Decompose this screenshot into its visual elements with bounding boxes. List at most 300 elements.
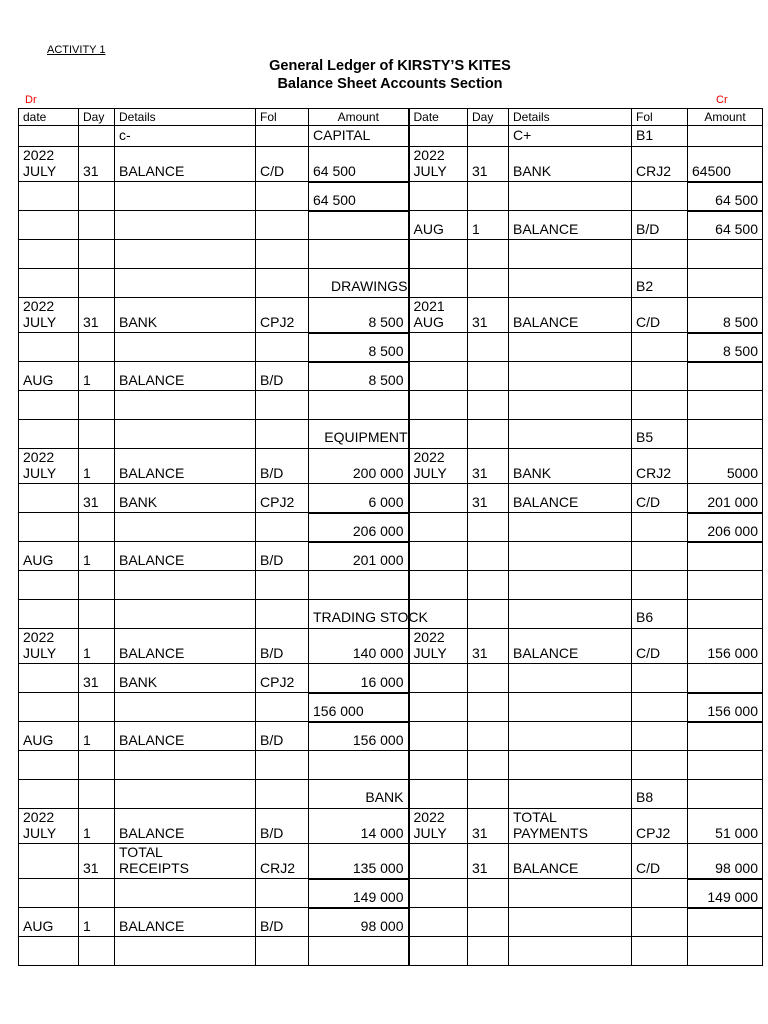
debit-folio-cell	[256, 879, 309, 908]
debit-amount-cell: 135 000	[309, 844, 409, 879]
credit-day-cell	[468, 600, 509, 629]
debit-day-cell: 31	[79, 147, 115, 182]
credit-details-cell: BALANCE	[509, 211, 632, 240]
debit-folio-cell	[256, 240, 309, 269]
credit-day-cell	[468, 937, 509, 966]
debit-details-cell	[115, 879, 256, 908]
activity-label: ACTIVITY 1	[47, 44, 106, 56]
debit-details-cell: BALANCE	[115, 809, 256, 844]
debit-details-cell: BALANCE	[115, 147, 256, 182]
account-title-row	[19, 269, 763, 298]
debit-day-cell	[79, 126, 115, 147]
credit-day-cell	[468, 269, 509, 298]
credit-folio-cell	[632, 664, 688, 693]
credit-amount-cell	[688, 126, 763, 147]
debit-date-cell: AUG	[19, 908, 79, 937]
debit-day-cell: 1	[79, 629, 115, 664]
ledger-row	[19, 182, 763, 211]
credit-folio-cell: C/D	[632, 629, 688, 664]
debit-details-cell	[115, 600, 256, 629]
debit-date-cell	[19, 211, 79, 240]
debit-folio-cell	[256, 211, 309, 240]
debit-amount-cell	[309, 571, 409, 600]
debit-amount-cell: 14 000	[309, 809, 409, 844]
credit-day-cell	[468, 333, 509, 362]
debit-details-cell: BALANCE	[115, 449, 256, 484]
ledger-row	[19, 391, 763, 420]
credit-amount-cell	[688, 240, 763, 269]
credit-folio-cell	[632, 182, 688, 211]
debit-folio-cell: B/D	[256, 542, 309, 571]
ledger-row	[19, 333, 763, 362]
credit-folio-cell	[632, 571, 688, 600]
debit-day-cell	[79, 513, 115, 542]
credit-date-cell: 2021 AUG	[409, 298, 468, 333]
credit-amount-cell: 64 500	[688, 211, 763, 240]
credit-details-cell: BALANCE	[509, 484, 632, 513]
debit-date-cell	[19, 126, 79, 147]
credit-day-cell: 31	[468, 484, 509, 513]
debit-folio-cell	[256, 751, 309, 780]
debit-date-cell	[19, 693, 79, 722]
credit-amount-cell	[688, 391, 763, 420]
credit-day-cell: 31	[468, 147, 509, 182]
credit-date-cell	[409, 751, 468, 780]
credit-day-cell	[468, 542, 509, 571]
credit-date-cell: 2022 JULY	[409, 809, 468, 844]
debit-amount-cell	[309, 937, 409, 966]
credit-details-cell	[509, 879, 632, 908]
debit-date-cell: AUG	[19, 542, 79, 571]
debit-amount-cell: 200 000	[309, 449, 409, 484]
credit-folio-cell: B5	[632, 420, 688, 449]
ledger-row	[19, 240, 763, 269]
debit-date-cell: 2022 JULY	[19, 449, 79, 484]
debit-day-cell: 1	[79, 809, 115, 844]
credit-date-cell	[409, 664, 468, 693]
credit-details-cell: BANK	[509, 449, 632, 484]
debit-day-cell	[79, 333, 115, 362]
header-folio-cell: Fol	[256, 109, 309, 126]
account-title-row	[19, 420, 763, 449]
credit-date-cell	[409, 571, 468, 600]
debit-amount-cell: EQUIPMENT	[309, 420, 409, 449]
debit-folio-cell	[256, 513, 309, 542]
ledger-row	[19, 629, 763, 664]
credit-date-cell	[409, 937, 468, 966]
ledger-row	[19, 693, 763, 722]
ledger-row	[19, 908, 763, 937]
credit-amount-cell	[688, 269, 763, 298]
credit-date-cell	[409, 126, 468, 147]
credit-amount-cell: 156 000	[688, 693, 763, 722]
debit-date-cell	[19, 269, 79, 298]
debit-amount-cell: BANK	[309, 780, 409, 809]
debit-details-cell	[115, 751, 256, 780]
debit-date-cell: 2022 JULY	[19, 147, 79, 182]
ledger-row	[19, 513, 763, 542]
debit-folio-cell	[256, 333, 309, 362]
account-title-row	[19, 126, 763, 147]
debit-day-cell	[79, 780, 115, 809]
debit-folio-cell: B/D	[256, 908, 309, 937]
debit-day-cell: 31	[79, 664, 115, 693]
ledger-row	[19, 751, 763, 780]
debit-day-cell	[79, 420, 115, 449]
credit-date-cell: 2022 JULY	[409, 147, 468, 182]
debit-date-cell	[19, 484, 79, 513]
credit-date-cell	[409, 240, 468, 269]
credit-day-cell: 31	[468, 844, 509, 879]
credit-day-cell	[468, 513, 509, 542]
debit-details-cell	[115, 391, 256, 420]
credit-details-cell	[509, 362, 632, 391]
debit-details-cell	[115, 211, 256, 240]
credit-folio-cell: CRJ2	[632, 147, 688, 182]
debit-folio-cell: C/D	[256, 147, 309, 182]
credit-day-cell	[468, 182, 509, 211]
ledger-subtitle: Balance Sheet Accounts Section	[277, 76, 503, 92]
header-details-cell: Details	[509, 109, 632, 126]
ledger-row	[19, 722, 763, 751]
debit-day-cell: 1	[79, 449, 115, 484]
credit-date-cell	[409, 420, 468, 449]
ledger-row	[19, 484, 763, 513]
credit-day-cell	[468, 693, 509, 722]
debit-date-cell	[19, 780, 79, 809]
credit-folio-cell: B1	[632, 126, 688, 147]
credit-day-cell	[468, 571, 509, 600]
debit-folio-cell: B/D	[256, 362, 309, 391]
header-day-cell: Day	[79, 109, 115, 126]
debit-day-cell	[79, 182, 115, 211]
credit-details-cell: BALANCE	[509, 844, 632, 879]
debit-folio-cell: CPJ2	[256, 664, 309, 693]
credit-day-cell	[468, 391, 509, 420]
credit-details-cell	[509, 780, 632, 809]
credit-details-cell	[509, 513, 632, 542]
debit-day-cell	[79, 269, 115, 298]
credit-details-cell	[509, 333, 632, 362]
debit-label: Dr	[25, 94, 37, 106]
credit-amount-cell: 149 000	[688, 879, 763, 908]
credit-amount-cell: 98 000	[688, 844, 763, 879]
debit-details-cell	[115, 571, 256, 600]
debit-day-cell	[79, 693, 115, 722]
debit-amount-cell: 6 000	[309, 484, 409, 513]
credit-folio-cell: C/D	[632, 844, 688, 879]
credit-details-cell	[509, 391, 632, 420]
debit-day-cell: 1	[79, 362, 115, 391]
credit-amount-cell	[688, 571, 763, 600]
debit-folio-cell	[256, 600, 309, 629]
credit-amount-cell: 64 500	[688, 182, 763, 211]
debit-date-cell	[19, 420, 79, 449]
credit-folio-cell	[632, 937, 688, 966]
debit-date-cell	[19, 879, 79, 908]
header-day-cell: Day	[468, 109, 509, 126]
header-date-cell: date	[19, 109, 79, 126]
debit-amount-cell	[309, 211, 409, 240]
credit-amount-cell	[688, 420, 763, 449]
credit-date-cell	[409, 333, 468, 362]
credit-details-cell	[509, 542, 632, 571]
ledger-row	[19, 449, 763, 484]
credit-details-cell	[509, 600, 632, 629]
credit-date-cell: AUG	[409, 211, 468, 240]
debit-date-cell	[19, 937, 79, 966]
debit-amount-cell: CAPITAL	[309, 126, 409, 147]
debit-folio-cell: CPJ2	[256, 298, 309, 333]
header-folio-cell: Fol	[632, 109, 688, 126]
debit-day-cell	[79, 211, 115, 240]
credit-amount-cell: 206 000	[688, 513, 763, 542]
credit-day-cell	[468, 126, 509, 147]
debit-date-cell	[19, 664, 79, 693]
credit-folio-cell	[632, 751, 688, 780]
debit-day-cell	[79, 879, 115, 908]
credit-amount-cell	[688, 600, 763, 629]
credit-amount-cell: 64500	[688, 147, 763, 182]
debit-day-cell: 1	[79, 722, 115, 751]
credit-amount-cell	[688, 780, 763, 809]
credit-date-cell	[409, 362, 468, 391]
debit-date-cell	[19, 182, 79, 211]
debit-folio-cell: B/D	[256, 449, 309, 484]
credit-amount-cell	[688, 542, 763, 571]
debit-details-cell: c-	[115, 126, 256, 147]
credit-date-cell	[409, 513, 468, 542]
credit-amount-cell	[688, 722, 763, 751]
debit-day-cell	[79, 600, 115, 629]
debit-date-cell	[19, 240, 79, 269]
debit-details-cell	[115, 240, 256, 269]
debit-amount-cell: 149 000	[309, 879, 409, 908]
credit-details-cell: BALANCE	[509, 298, 632, 333]
debit-date-cell	[19, 333, 79, 362]
credit-folio-cell	[632, 513, 688, 542]
credit-date-cell	[409, 269, 468, 298]
credit-folio-cell	[632, 908, 688, 937]
debit-details-cell	[115, 513, 256, 542]
debit-amount-cell: 206 000	[309, 513, 409, 542]
credit-folio-cell: B2	[632, 269, 688, 298]
debit-folio-cell: B/D	[256, 629, 309, 664]
debit-date-cell	[19, 844, 79, 879]
debit-day-cell: 1	[79, 908, 115, 937]
debit-folio-cell: CPJ2	[256, 484, 309, 513]
debit-day-cell	[79, 937, 115, 966]
credit-details-cell: BANK	[509, 147, 632, 182]
credit-amount-cell: 5000	[688, 449, 763, 484]
debit-amount-cell: 156 000	[309, 693, 409, 722]
credit-folio-cell: B8	[632, 780, 688, 809]
credit-details-cell	[509, 693, 632, 722]
debit-folio-cell: B/D	[256, 722, 309, 751]
credit-details-cell	[509, 722, 632, 751]
ledger-row	[19, 211, 763, 240]
credit-label: Cr	[716, 94, 728, 106]
credit-date-cell	[409, 844, 468, 879]
debit-details-cell: BALANCE	[115, 908, 256, 937]
account-title-row	[19, 780, 763, 809]
debit-date-cell: 2022 JULY	[19, 809, 79, 844]
debit-folio-cell	[256, 937, 309, 966]
credit-details-cell	[509, 937, 632, 966]
credit-details-cell	[509, 908, 632, 937]
credit-date-cell	[409, 722, 468, 751]
debit-amount-cell: 201 000	[309, 542, 409, 571]
debit-day-cell: 31	[79, 298, 115, 333]
credit-folio-cell: CRJ2	[632, 449, 688, 484]
debit-date-cell: AUG	[19, 722, 79, 751]
debit-day-cell: 31	[79, 484, 115, 513]
debit-details-cell: BANK	[115, 298, 256, 333]
credit-amount-cell: 51 000	[688, 809, 763, 844]
debit-day-cell	[79, 571, 115, 600]
credit-folio-cell	[632, 542, 688, 571]
credit-amount-cell	[688, 751, 763, 780]
debit-date-cell	[19, 513, 79, 542]
debit-folio-cell	[256, 126, 309, 147]
ledger-row	[19, 664, 763, 693]
debit-date-cell	[19, 751, 79, 780]
account-title-row	[19, 600, 763, 629]
debit-folio-cell	[256, 571, 309, 600]
debit-details-cell: BANK	[115, 664, 256, 693]
credit-date-cell	[409, 908, 468, 937]
ledger-row	[19, 879, 763, 908]
credit-folio-cell: C/D	[632, 298, 688, 333]
ledger-row	[19, 298, 763, 333]
credit-day-cell	[468, 908, 509, 937]
ledger-row	[19, 809, 763, 844]
debit-amount-cell: 8 500	[309, 298, 409, 333]
debit-folio-cell: B/D	[256, 809, 309, 844]
credit-day-cell: 31	[468, 629, 509, 664]
credit-folio-cell	[632, 391, 688, 420]
credit-day-cell: 31	[468, 809, 509, 844]
debit-date-cell	[19, 571, 79, 600]
debit-day-cell	[79, 391, 115, 420]
credit-day-cell: 31	[468, 449, 509, 484]
credit-day-cell	[468, 240, 509, 269]
credit-date-cell	[409, 693, 468, 722]
credit-day-cell	[468, 780, 509, 809]
credit-folio-cell	[632, 879, 688, 908]
header-row	[19, 109, 763, 126]
credit-day-cell: 31	[468, 298, 509, 333]
header-date-cell: Date	[409, 109, 468, 126]
credit-amount-cell: 201 000	[688, 484, 763, 513]
credit-details-cell: BALANCE	[509, 629, 632, 664]
debit-details-cell	[115, 937, 256, 966]
credit-folio-cell: C/D	[632, 484, 688, 513]
debit-folio-cell	[256, 780, 309, 809]
credit-details-cell	[509, 751, 632, 780]
credit-amount-cell: 156 000	[688, 629, 763, 664]
debit-amount-cell: 64 500	[309, 182, 409, 211]
debit-day-cell	[79, 751, 115, 780]
ledger-row	[19, 937, 763, 966]
debit-folio-cell	[256, 420, 309, 449]
credit-details-cell	[509, 240, 632, 269]
credit-details-cell: C+	[509, 126, 632, 147]
credit-folio-cell	[632, 362, 688, 391]
debit-details-cell: BALANCE	[115, 542, 256, 571]
debit-amount-cell	[309, 240, 409, 269]
credit-details-cell	[509, 420, 632, 449]
debit-amount-cell: 140 000	[309, 629, 409, 664]
debit-day-cell: 31	[79, 844, 115, 879]
ledger-row	[19, 362, 763, 391]
credit-date-cell	[409, 182, 468, 211]
credit-details-cell	[509, 269, 632, 298]
debit-details-cell: TOTAL RECEIPTS	[115, 844, 256, 879]
credit-day-cell: 1	[468, 211, 509, 240]
credit-day-cell	[468, 751, 509, 780]
debit-date-cell: 2022 JULY	[19, 629, 79, 664]
debit-details-cell	[115, 420, 256, 449]
debit-details-cell	[115, 333, 256, 362]
debit-details-cell	[115, 269, 256, 298]
debit-details-cell	[115, 693, 256, 722]
credit-amount-cell: 8 500	[688, 298, 763, 333]
debit-amount-cell: 16 000	[309, 664, 409, 693]
debit-date-cell	[19, 391, 79, 420]
credit-date-cell: 2022 JULY	[409, 629, 468, 664]
credit-folio-cell	[632, 240, 688, 269]
debit-amount-cell: 64 500	[309, 147, 409, 182]
credit-date-cell	[409, 542, 468, 571]
ledger-table	[18, 108, 763, 966]
debit-details-cell: BALANCE	[115, 629, 256, 664]
credit-day-cell	[468, 664, 509, 693]
credit-folio-cell: CPJ2	[632, 809, 688, 844]
credit-details-cell	[509, 664, 632, 693]
debit-folio-cell: CRJ2	[256, 844, 309, 879]
debit-amount-cell	[309, 391, 409, 420]
header-amount-cell: Amount	[309, 109, 409, 126]
credit-amount-cell	[688, 908, 763, 937]
credit-day-cell	[468, 879, 509, 908]
credit-folio-cell: B6	[632, 600, 688, 629]
credit-amount-cell	[688, 937, 763, 966]
credit-amount-cell	[688, 664, 763, 693]
debit-amount-cell: 156 000	[309, 722, 409, 751]
ledger-row	[19, 571, 763, 600]
ledger-title: General Ledger of KIRSTY’S KITES	[269, 58, 511, 74]
debit-folio-cell	[256, 693, 309, 722]
debit-date-cell	[19, 600, 79, 629]
debit-amount-cell: DRAWINGS	[309, 269, 409, 298]
debit-folio-cell	[256, 182, 309, 211]
debit-day-cell	[79, 240, 115, 269]
debit-amount-cell: 8 500	[309, 333, 409, 362]
credit-folio-cell: B/D	[632, 211, 688, 240]
debit-details-cell	[115, 182, 256, 211]
credit-folio-cell	[632, 693, 688, 722]
debit-folio-cell	[256, 391, 309, 420]
ledger-row	[19, 844, 763, 879]
debit-details-cell: BALANCE	[115, 362, 256, 391]
credit-day-cell	[468, 362, 509, 391]
credit-date-cell	[409, 780, 468, 809]
credit-details-cell	[509, 571, 632, 600]
credit-date-cell	[409, 484, 468, 513]
credit-date-cell	[409, 391, 468, 420]
debit-amount-cell: 8 500	[309, 362, 409, 391]
